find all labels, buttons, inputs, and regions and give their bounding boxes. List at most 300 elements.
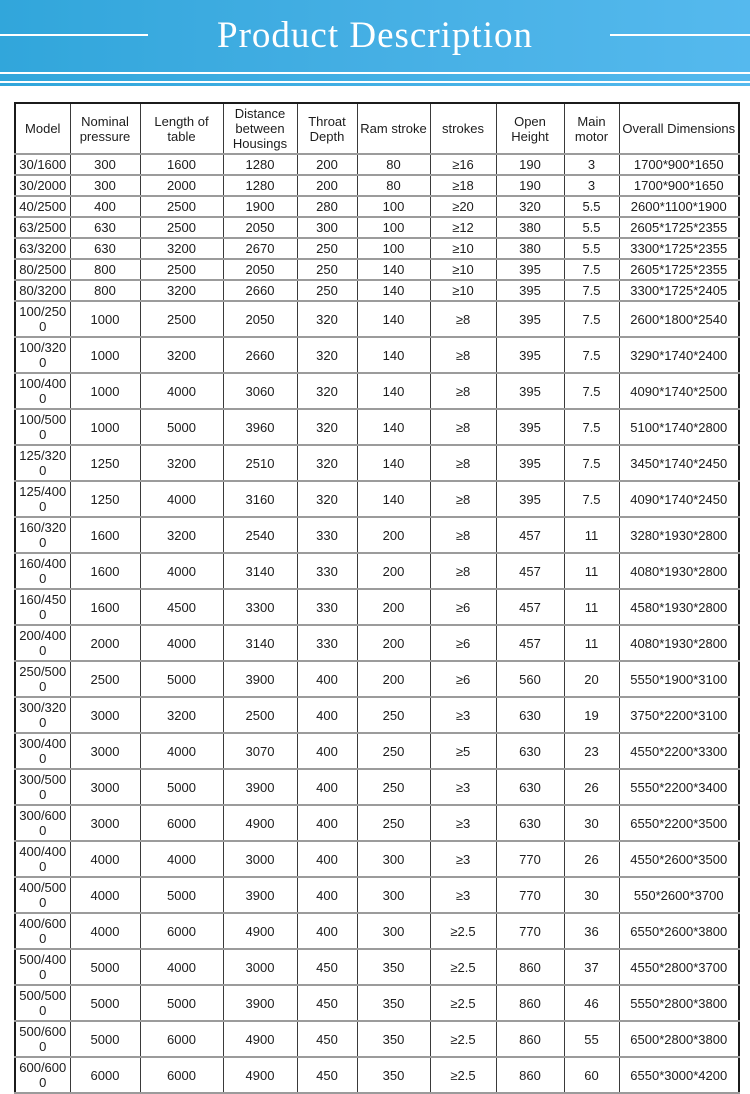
model-cell: 400/5000 <box>15 877 70 913</box>
table-cell: 380 <box>496 217 564 238</box>
table-row <box>15 280 739 301</box>
table-row <box>15 553 739 589</box>
table-body <box>15 154 739 1093</box>
table-cell: 4580*1930*2800 <box>619 589 739 625</box>
table-cell: 140 <box>357 409 430 445</box>
table-cell: 350 <box>357 1057 430 1093</box>
table-cell: 140 <box>357 373 430 409</box>
table-cell: 2600*1100*1900 <box>619 196 739 217</box>
table-cell: 1600 <box>140 154 223 175</box>
table-cell: 11 <box>564 553 619 589</box>
table-cell: 5550*1900*3100 <box>619 661 739 697</box>
table-cell: 5000 <box>70 1021 140 1057</box>
table-cell: 200 <box>297 175 357 196</box>
table-row <box>15 1021 739 1057</box>
table-cell: 2050 <box>223 301 297 337</box>
table-cell: 6000 <box>140 1021 223 1057</box>
table-cell: 46 <box>564 985 619 1021</box>
table-cell: 5000 <box>140 985 223 1021</box>
table-row <box>15 661 739 697</box>
table-cell: 5100*1740*2800 <box>619 409 739 445</box>
model-cell: 400/4000 <box>15 841 70 877</box>
table-cell: 2660 <box>223 337 297 373</box>
model-cell: 160/4500 <box>15 589 70 625</box>
table-row <box>15 1057 739 1093</box>
table-cell: 1250 <box>70 445 140 481</box>
table-cell: 860 <box>496 1021 564 1057</box>
table-cell: ≥3 <box>430 841 496 877</box>
banner-decor-line-left <box>0 34 148 36</box>
table-cell: 3300 <box>223 589 297 625</box>
table-cell: 100 <box>357 238 430 259</box>
table-cell: ≥6 <box>430 625 496 661</box>
table-cell: 3280*1930*2800 <box>619 517 739 553</box>
table-cell: 320 <box>297 445 357 481</box>
table-cell: 3200 <box>140 697 223 733</box>
table-cell: 200 <box>297 154 357 175</box>
model-cell: 500/6000 <box>15 1021 70 1057</box>
table-cell: 2000 <box>140 175 223 196</box>
table-cell: 330 <box>297 517 357 553</box>
table-cell: 320 <box>496 196 564 217</box>
table-cell: 37 <box>564 949 619 985</box>
table-cell: 4550*2800*3700 <box>619 949 739 985</box>
table-cell: 2600*1800*2540 <box>619 301 739 337</box>
table-cell: 457 <box>496 589 564 625</box>
model-cell: 100/5000 <box>15 409 70 445</box>
table-cell: 19 <box>564 697 619 733</box>
table-cell: 350 <box>357 949 430 985</box>
section-banner <box>0 0 750 72</box>
table-cell: 26 <box>564 841 619 877</box>
table-cell: 330 <box>297 553 357 589</box>
table-row <box>15 445 739 481</box>
table-cell: 2510 <box>223 445 297 481</box>
model-cell: 200/4000 <box>15 625 70 661</box>
section-title: Product Description <box>217 15 533 56</box>
table-cell: 800 <box>70 259 140 280</box>
table-row <box>15 877 739 913</box>
table-cell: 4000 <box>140 733 223 769</box>
table-cell: 560 <box>496 661 564 697</box>
table-cell: 395 <box>496 409 564 445</box>
table-cell: 3000 <box>70 697 140 733</box>
table-cell: 3000 <box>70 769 140 805</box>
table-cell: ≥2.5 <box>430 1021 496 1057</box>
table-cell: 400 <box>297 805 357 841</box>
table-cell: 3200 <box>140 337 223 373</box>
table-cell: 3300*1725*2405 <box>619 280 739 301</box>
table-cell: 3750*2200*3100 <box>619 697 739 733</box>
table-cell: 2500 <box>140 301 223 337</box>
table-cell: 6000 <box>70 1057 140 1093</box>
table-cell: 4900 <box>223 805 297 841</box>
table-cell: 80 <box>357 154 430 175</box>
table-cell: 2500 <box>140 217 223 238</box>
table-cell: 3140 <box>223 625 297 661</box>
table-cell: ≥3 <box>430 769 496 805</box>
table-cell: 23 <box>564 733 619 769</box>
model-cell: 600/6000 <box>15 1057 70 1093</box>
table-cell: 200 <box>357 517 430 553</box>
table-cell: 250 <box>357 769 430 805</box>
table-cell: ≥3 <box>430 805 496 841</box>
table-cell: 3 <box>564 175 619 196</box>
table-row <box>15 805 739 841</box>
table-cell: 395 <box>496 445 564 481</box>
table-row <box>15 949 739 985</box>
column-header: Ram stroke <box>357 103 430 154</box>
table-cell: 140 <box>357 481 430 517</box>
table-cell: 4090*1740*2450 <box>619 481 739 517</box>
table-cell: 3160 <box>223 481 297 517</box>
table-row <box>15 409 739 445</box>
table-cell: 7.5 <box>564 337 619 373</box>
table-row <box>15 337 739 373</box>
model-cell: 500/5000 <box>15 985 70 1021</box>
table-cell: 1000 <box>70 373 140 409</box>
table-cell: 6500*2800*3800 <box>619 1021 739 1057</box>
table-cell: ≥16 <box>430 154 496 175</box>
table-cell: 1000 <box>70 337 140 373</box>
table-cell: 300 <box>70 175 140 196</box>
table-cell: 3000 <box>223 949 297 985</box>
table-cell: 5000 <box>140 409 223 445</box>
model-cell: 80/2500 <box>15 259 70 280</box>
table-cell: ≥20 <box>430 196 496 217</box>
model-cell: 300/3200 <box>15 697 70 733</box>
table-cell: 457 <box>496 625 564 661</box>
table-cell: 2500 <box>70 661 140 697</box>
model-cell: 300/6000 <box>15 805 70 841</box>
model-cell: 125/3200 <box>15 445 70 481</box>
table-cell: 400 <box>70 196 140 217</box>
table-cell: 1700*900*1650 <box>619 154 739 175</box>
table-cell: 6000 <box>140 805 223 841</box>
table-cell: 395 <box>496 301 564 337</box>
table-header-row <box>15 103 739 154</box>
table-cell: 860 <box>496 1057 564 1093</box>
model-cell: 63/2500 <box>15 217 70 238</box>
table-cell: 4000 <box>140 625 223 661</box>
table-cell: 395 <box>496 373 564 409</box>
table-cell: 630 <box>496 769 564 805</box>
table-cell: 2605*1725*2355 <box>619 259 739 280</box>
model-cell: 300/5000 <box>15 769 70 805</box>
table-cell: 1600 <box>70 553 140 589</box>
table-cell: 2605*1725*2355 <box>619 217 739 238</box>
model-cell: 400/6000 <box>15 913 70 949</box>
table-cell: ≥2.5 <box>430 1057 496 1093</box>
table-cell: 450 <box>297 949 357 985</box>
table-cell: 330 <box>297 625 357 661</box>
table-cell: 200 <box>357 661 430 697</box>
table-row <box>15 913 739 949</box>
table-cell: 3900 <box>223 985 297 1021</box>
table-cell: 300 <box>70 154 140 175</box>
table-cell: 2000 <box>70 625 140 661</box>
column-header: Throat Depth <box>297 103 357 154</box>
table-cell: 330 <box>297 589 357 625</box>
table-cell: 250 <box>357 697 430 733</box>
model-cell: 300/4000 <box>15 733 70 769</box>
table-cell: 3200 <box>140 238 223 259</box>
table-row <box>15 196 739 217</box>
table-cell: 4000 <box>70 841 140 877</box>
model-cell: 63/3200 <box>15 238 70 259</box>
column-header: Nominal pressure <box>70 103 140 154</box>
product-spec-table <box>14 102 740 1094</box>
model-cell: 125/4000 <box>15 481 70 517</box>
table-cell: ≥8 <box>430 337 496 373</box>
table-cell: 190 <box>496 175 564 196</box>
table-cell: 5000 <box>70 949 140 985</box>
table-cell: ≥2.5 <box>430 985 496 1021</box>
model-cell: 40/2500 <box>15 196 70 217</box>
table-cell: 457 <box>496 553 564 589</box>
table-row <box>15 154 739 175</box>
table-cell: 250 <box>357 805 430 841</box>
table-cell: 2500 <box>223 697 297 733</box>
table-cell: ≥8 <box>430 373 496 409</box>
table-cell: 3070 <box>223 733 297 769</box>
table-cell: 3450*1740*2450 <box>619 445 739 481</box>
table-cell: 140 <box>357 445 430 481</box>
table-cell: 770 <box>496 841 564 877</box>
table-cell: 3300*1725*2355 <box>619 238 739 259</box>
table-cell: 3900 <box>223 661 297 697</box>
table-cell: 3140 <box>223 553 297 589</box>
table-cell: 190 <box>496 154 564 175</box>
table-cell: 320 <box>297 373 357 409</box>
table-cell: 4900 <box>223 1057 297 1093</box>
table-cell: 30 <box>564 805 619 841</box>
table-row <box>15 841 739 877</box>
table-row <box>15 517 739 553</box>
table-cell: 4000 <box>70 913 140 949</box>
table-cell: 400 <box>297 697 357 733</box>
table-cell: 36 <box>564 913 619 949</box>
table-cell: 4000 <box>140 949 223 985</box>
table-cell: 7.5 <box>564 373 619 409</box>
table-cell: 300 <box>357 841 430 877</box>
model-cell: 160/3200 <box>15 517 70 553</box>
table-cell: ≥10 <box>430 238 496 259</box>
table-cell: ≥2.5 <box>430 949 496 985</box>
table-cell: 400 <box>297 841 357 877</box>
table-cell: ≥8 <box>430 517 496 553</box>
table-cell: 450 <box>297 1057 357 1093</box>
table-cell: 1250 <box>70 481 140 517</box>
table-cell: 6550*2200*3500 <box>619 805 739 841</box>
table-cell: 2670 <box>223 238 297 259</box>
table-cell: 80 <box>357 175 430 196</box>
table-cell: 1000 <box>70 409 140 445</box>
table-cell: 320 <box>297 337 357 373</box>
table-cell: 3900 <box>223 769 297 805</box>
table-cell: 1280 <box>223 175 297 196</box>
table-cell: ≥12 <box>430 217 496 238</box>
table-cell: 300 <box>357 877 430 913</box>
table-cell: 630 <box>496 697 564 733</box>
table-row <box>15 373 739 409</box>
table-cell: 380 <box>496 238 564 259</box>
table-cell: 1600 <box>70 517 140 553</box>
table-cell: 11 <box>564 625 619 661</box>
table-cell: ≥6 <box>430 661 496 697</box>
table-row <box>15 985 739 1021</box>
table-cell: 250 <box>357 733 430 769</box>
table-cell: 200 <box>357 589 430 625</box>
table-row <box>15 733 739 769</box>
table-cell: ≥8 <box>430 445 496 481</box>
table-cell: 395 <box>496 337 564 373</box>
table-cell: 1700*900*1650 <box>619 175 739 196</box>
banner-decor-line-right <box>610 34 750 36</box>
model-cell: 100/3200 <box>15 337 70 373</box>
column-header: Distance between Housings <box>223 103 297 154</box>
table-row <box>15 697 739 733</box>
table-cell: 860 <box>496 985 564 1021</box>
table-cell: 4550*2200*3300 <box>619 733 739 769</box>
table-cell: 100 <box>357 217 430 238</box>
column-header: Model <box>15 103 70 154</box>
model-cell: 500/4000 <box>15 949 70 985</box>
table-cell: 3060 <box>223 373 297 409</box>
table-cell: 250 <box>297 259 357 280</box>
table-cell: 4090*1740*2500 <box>619 373 739 409</box>
model-cell: 100/2500 <box>15 301 70 337</box>
table-cell: 55 <box>564 1021 619 1057</box>
table-cell: 3200 <box>140 517 223 553</box>
model-cell: 160/4000 <box>15 553 70 589</box>
table-cell: 5550*2800*3800 <box>619 985 739 1021</box>
table-row <box>15 481 739 517</box>
table-cell: 4000 <box>140 553 223 589</box>
table-cell: 860 <box>496 949 564 985</box>
table-cell: 2540 <box>223 517 297 553</box>
table-cell: 6000 <box>140 913 223 949</box>
table-row <box>15 238 739 259</box>
table-cell: 1000 <box>70 301 140 337</box>
table-row <box>15 625 739 661</box>
table-cell: 5.5 <box>564 217 619 238</box>
table-cell: 4500 <box>140 589 223 625</box>
table-cell: 630 <box>70 238 140 259</box>
table-cell: 400 <box>297 913 357 949</box>
model-cell: 30/1600 <box>15 154 70 175</box>
table-cell: 4900 <box>223 1021 297 1057</box>
table-cell: 3200 <box>140 280 223 301</box>
table-cell: 7.5 <box>564 280 619 301</box>
table-cell: 300 <box>357 913 430 949</box>
column-header: strokes <box>430 103 496 154</box>
table-cell: 395 <box>496 259 564 280</box>
table-header <box>15 103 739 154</box>
table-cell: 3290*1740*2400 <box>619 337 739 373</box>
table-cell: 400 <box>297 661 357 697</box>
table-cell: 2500 <box>140 196 223 217</box>
model-cell: 80/3200 <box>15 280 70 301</box>
table-cell: 30 <box>564 877 619 913</box>
table-container <box>0 102 750 1094</box>
table-cell: ≥6 <box>430 589 496 625</box>
table-cell: 3900 <box>223 877 297 913</box>
table-cell: 400 <box>297 877 357 913</box>
table-cell: 250 <box>297 280 357 301</box>
table-cell: 7.5 <box>564 445 619 481</box>
table-cell: ≥10 <box>430 280 496 301</box>
table-cell: 4900 <box>223 913 297 949</box>
table-cell: 3000 <box>70 733 140 769</box>
table-cell: 770 <box>496 877 564 913</box>
table-cell: 7.5 <box>564 409 619 445</box>
table-cell: 7.5 <box>564 259 619 280</box>
table-cell: ≥2.5 <box>430 913 496 949</box>
table-cell: 11 <box>564 517 619 553</box>
table-cell: 550*2600*3700 <box>619 877 739 913</box>
table-row <box>15 589 739 625</box>
table-cell: ≥8 <box>430 301 496 337</box>
table-cell: 3000 <box>70 805 140 841</box>
table-cell: 4080*1930*2800 <box>619 553 739 589</box>
table-cell: 450 <box>297 1021 357 1057</box>
table-cell: 630 <box>70 217 140 238</box>
table-cell: 3000 <box>223 841 297 877</box>
table-cell: ≥8 <box>430 481 496 517</box>
table-cell: 5000 <box>140 877 223 913</box>
table-cell: ≥8 <box>430 409 496 445</box>
table-cell: 4080*1930*2800 <box>619 625 739 661</box>
table-cell: 395 <box>496 481 564 517</box>
table-cell: 320 <box>297 409 357 445</box>
table-cell: 4000 <box>140 481 223 517</box>
model-cell: 100/4000 <box>15 373 70 409</box>
table-cell: ≥18 <box>430 175 496 196</box>
banner-table-spacer <box>0 86 750 102</box>
table-cell: 200 <box>357 625 430 661</box>
table-cell: ≥3 <box>430 877 496 913</box>
table-cell: 800 <box>70 280 140 301</box>
table-cell: 100 <box>357 196 430 217</box>
table-cell: 140 <box>357 259 430 280</box>
table-cell: 7.5 <box>564 481 619 517</box>
column-header: Overall Dimensions <box>619 103 739 154</box>
table-cell: 20 <box>564 661 619 697</box>
table-cell: 1280 <box>223 154 297 175</box>
table-cell: 400 <box>297 769 357 805</box>
table-cell: 770 <box>496 913 564 949</box>
table-row <box>15 769 739 805</box>
table-cell: 5000 <box>140 769 223 805</box>
table-cell: 140 <box>357 337 430 373</box>
table-cell: 5.5 <box>564 196 619 217</box>
table-cell: 2500 <box>140 259 223 280</box>
table-cell: 2050 <box>223 259 297 280</box>
table-cell: 1600 <box>70 589 140 625</box>
table-cell: 3200 <box>140 445 223 481</box>
table-cell: 6000 <box>140 1057 223 1093</box>
table-cell: 1900 <box>223 196 297 217</box>
model-cell: 30/2000 <box>15 175 70 196</box>
table-cell: 5550*2200*3400 <box>619 769 739 805</box>
model-cell: 250/5000 <box>15 661 70 697</box>
table-cell: 457 <box>496 517 564 553</box>
table-cell: 6550*2600*3800 <box>619 913 739 949</box>
table-cell: 320 <box>297 481 357 517</box>
table-cell: 140 <box>357 280 430 301</box>
column-header: Open Height <box>496 103 564 154</box>
